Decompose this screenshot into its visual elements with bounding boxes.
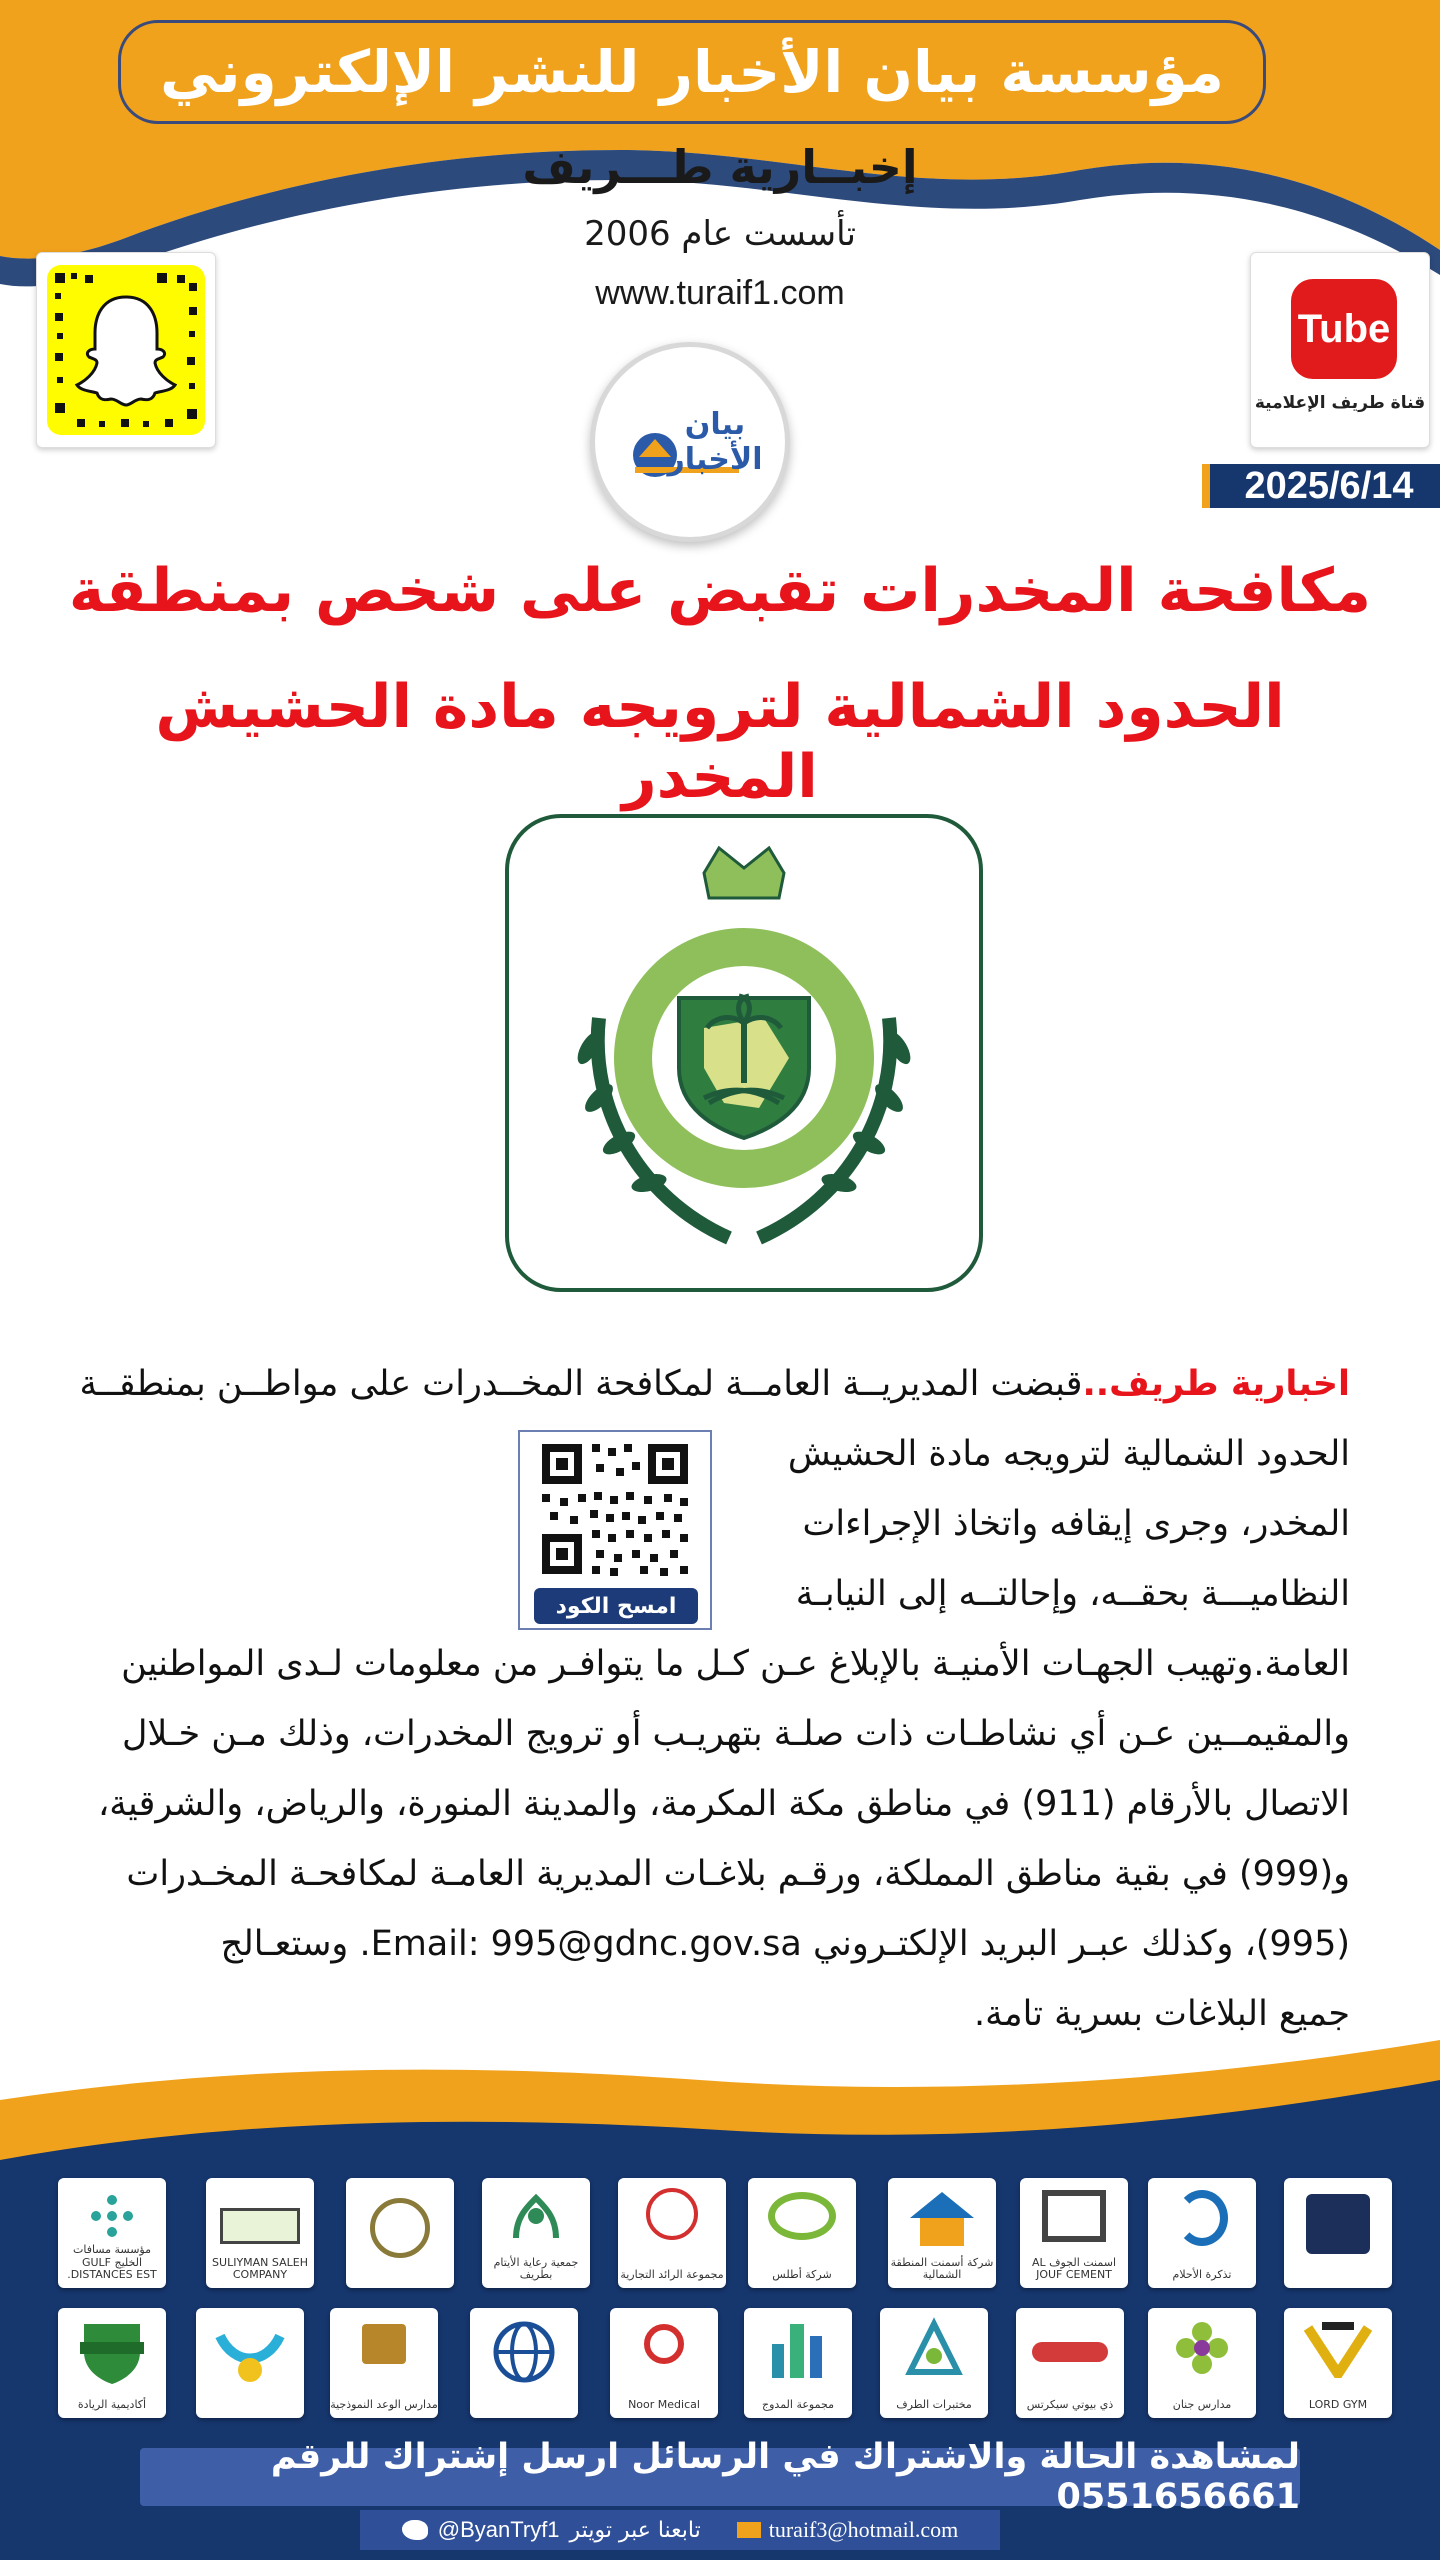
- sponsor-label: جمعية رعاية الأيتام بطريف: [493, 2255, 579, 2282]
- youtube-icon: Tube: [1291, 279, 1397, 379]
- sponsor-label: مدارس جنان: [1172, 2398, 1232, 2412]
- flower-icon: [1170, 2318, 1234, 2378]
- contact-bar: [360, 2510, 1000, 2550]
- sponsor-label: Noor Medical: [628, 2398, 700, 2412]
- anti-narcotics-emblem: [505, 814, 983, 1292]
- sponsor-label: مدارس الوعد النموذجية: [330, 2398, 438, 2412]
- twitter-handle[interactable]: @ByanTryf1: [437, 2517, 560, 2542]
- qr-scan-label: امسح الكود: [534, 1588, 698, 1624]
- sponsor-logo[interactable]: [1020, 2178, 1128, 2288]
- sponsor-logo[interactable]: [1284, 2308, 1392, 2418]
- article-line-3: المخدر، وجرى إيقافه واتخاذ الإجراءات: [802, 1504, 1350, 1544]
- twitter-label: تابعنا عبر تويتر: [569, 2517, 701, 2543]
- sponsor-label: SULIYMAN SALEH COMPANY: [212, 2255, 308, 2282]
- sponsor-label: مختبرات الطرف: [896, 2398, 972, 2412]
- article-lead: اخبارية طريف..: [1082, 1364, 1350, 1404]
- youtube-card[interactable]: [1250, 252, 1430, 448]
- brand-logo: [590, 342, 790, 542]
- sponsor-logo[interactable]: [330, 2308, 438, 2418]
- article-line-7: الاتصال بالأرقام (911) في مناطق مكة المكرمة، والمدينة المنورة، والرياض، والشرقية،: [98, 1784, 1350, 1824]
- sponsor-label: شركة أسمنت المنطقة الشمالية: [890, 2255, 994, 2282]
- article-line-6: والمقيمــين عـن أي نشاطـات ذات صلـة بتهريـب أو ترويج المخدرات، وذلك مـن خـلال: [121, 1714, 1350, 1754]
- smile-icon: [214, 2326, 286, 2386]
- organization-banner: [118, 20, 1266, 124]
- dots-icon: [88, 2192, 136, 2240]
- sponsor-logo[interactable]: [744, 2308, 852, 2418]
- snapchat-card[interactable]: [36, 252, 216, 448]
- rts-icon: [646, 2188, 698, 2240]
- article-line-2: الحدود الشمالية لترويجه مادة الحشيش: [787, 1434, 1350, 1474]
- article-line-4: النظاميـــة بحقــه، وإحالتــه إلى النيابـة: [795, 1574, 1350, 1614]
- shield-icon: [76, 2316, 148, 2386]
- sponsor-logo[interactable]: [196, 2308, 304, 2418]
- qr-code-card[interactable]: [518, 1430, 712, 1630]
- twitter-icon: [402, 2520, 428, 2540]
- website-link[interactable]: www.turaif1.com: [595, 274, 845, 312]
- article-line-5: العامة.وتهيب الجهـات الأمنيـة بالإبلاغ عـن كـل ما يتوافـر من معلومات لـدى المواطنين: [121, 1644, 1350, 1684]
- building-icon: [1306, 2194, 1370, 2254]
- lab-icon: [902, 2316, 966, 2380]
- sponsor-logo[interactable]: [618, 2178, 726, 2288]
- sponsor-logo[interactable]: [58, 2308, 166, 2418]
- sponsor-logo[interactable]: [470, 2308, 578, 2418]
- contact-email[interactable]: turaif3@hotmail.com: [768, 2517, 959, 2542]
- gym-icon: [1302, 2318, 1374, 2378]
- founded-text: تأسست عام 2006: [584, 214, 856, 254]
- towers-icon: [764, 2314, 832, 2382]
- sponsor-label: مجموعة الرائد التجارية: [620, 2268, 724, 2282]
- snapcode-icon: [37, 253, 215, 447]
- headline-line-1: مكافحة المخدرات تقبض على شخص بمنطقة: [68, 556, 1372, 626]
- article-line-10: جميع البلاغات بسرية تامة.: [973, 1994, 1350, 2034]
- subscribe-banner: لمشاهدة الحالة والاشتراك في الرسائل ارسل إشتراك للرقم 0551656661: [140, 2448, 1300, 2506]
- brand-logo-text: بيان الأخبار: [667, 407, 763, 477]
- qr-code-icon: [520, 1434, 710, 1584]
- email-icon: [737, 2522, 761, 2538]
- sponsor-label: مجموعة المدوج: [762, 2398, 834, 2412]
- sponsor-label: LORD GYM: [1308, 2398, 1368, 2412]
- sponsor-logo[interactable]: [1148, 2178, 1256, 2288]
- article-line-1-text: قبضت المديريــة العامــة لمكافحة المخــدرات على مواطــن بمنطقــة: [79, 1364, 1083, 1404]
- youtube-caption: قناة طريف الإعلامية: [1254, 393, 1426, 413]
- house-icon: [906, 2188, 978, 2250]
- globe-icon: [490, 2318, 558, 2386]
- sponsor-label: ذي بيوتي سيكرتس: [1026, 2398, 1114, 2412]
- beauty-icon: [1032, 2342, 1108, 2362]
- sponsor-logo[interactable]: [888, 2178, 996, 2288]
- publication-name: إخبــارية طـــريف: [522, 140, 918, 194]
- emblem-icon: [509, 818, 979, 1288]
- sponsor-logo[interactable]: [880, 2308, 988, 2418]
- sponsor-label: تذكرة الأحلام: [1172, 2268, 1232, 2282]
- sponsor-logo[interactable]: [1284, 2178, 1392, 2288]
- sponsor-logo[interactable]: [1016, 2308, 1124, 2418]
- sponsor-label: اسمنت الجوف AL JOUF CEMENT: [1032, 2255, 1116, 2282]
- sponsor-logo[interactable]: [482, 2178, 590, 2288]
- ssc-icon: [220, 2208, 300, 2244]
- d-logo-icon: [1176, 2190, 1228, 2246]
- article-line-8: و(999) في بقية مناطق المملكة، ورقـم بلاغـات المديرية العامـة لمكافحـة المخـدرات: [126, 1854, 1350, 1894]
- sponsor-logo[interactable]: [206, 2178, 314, 2288]
- book-icon: [362, 2324, 406, 2364]
- sponsor-logo[interactable]: [748, 2178, 856, 2288]
- sponsor-logo[interactable]: [58, 2178, 166, 2288]
- swirl-icon: [768, 2192, 836, 2240]
- hands-icon: [506, 2188, 566, 2248]
- sponsor-label: شركة أطلس: [772, 2268, 832, 2282]
- sponsor-logo[interactable]: [1148, 2308, 1256, 2418]
- cement-icon: [1042, 2190, 1106, 2242]
- organization-name: مؤسسة بيان الأخبار للنشر الإلكتروني: [160, 38, 1224, 106]
- article-line-9: (995)، وكذلك عبـر البريد الإلكتـروني Email: 995@gdnc.gov.sa. وستعـالج: [220, 1924, 1350, 1964]
- headline-line-2: الحدود الشمالية لترويجه مادة الحشيش المخدر: [155, 672, 1285, 812]
- article-line-1: [79, 1364, 1350, 1404]
- sponsor-label: مؤسسة مسافات الخليج GULF DISTANCES EST.: [67, 2243, 157, 2282]
- medical-icon: [644, 2324, 684, 2364]
- date-badge: 2025/6/14: [1202, 464, 1440, 508]
- sponsor-logo[interactable]: [610, 2308, 718, 2418]
- sponsor-label: أكاديمية الريادة: [77, 2398, 147, 2412]
- sponsor-logo[interactable]: [346, 2178, 454, 2288]
- calligraphy-icon: [370, 2198, 430, 2258]
